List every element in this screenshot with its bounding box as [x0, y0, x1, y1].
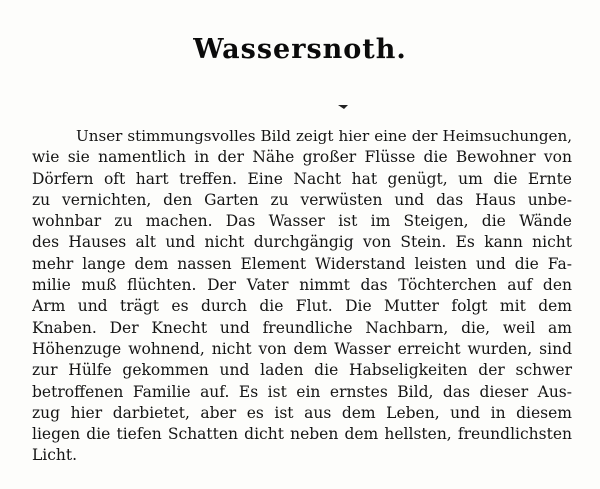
- article-line: des Hauses alt und nicht durchgängig von Stein. Es kann nicht: [32, 233, 572, 252]
- article-line: zu vernichten, den Garten zu verwüsten und das Haus unbe-: [32, 190, 572, 209]
- article-line: Arm und trägt es durch die Flut. Die Mutter folgt mit dem: [32, 297, 572, 316]
- article-title: Wassersnoth.: [193, 34, 407, 65]
- article-line: Unser stimmungsvolles Bild zeigt hier eine der Heimsuchungen,: [76, 127, 572, 145]
- article-line: zur Hülfe gekommen und laden die Habseligkeiten der schwer: [32, 361, 572, 380]
- article-line: Höhenzuge wohnend, nicht von dem Wasser erreicht wurden, sind: [32, 339, 572, 358]
- article-line: Knaben. Der Knecht und freundliche Nachbarn, die, weil am: [32, 318, 572, 337]
- article-line: milie muß flüchten. Der Vater nimmt das Töchterchen auf den: [32, 276, 572, 295]
- article-line: liegen die tiefen Schatten dicht neben dem hellsten, freundlichsten: [32, 425, 572, 444]
- article-line: Licht.: [32, 446, 78, 465]
- article-line: wie sie namentlich in der Nähe großer Flüsse die Bewohner von: [32, 148, 572, 167]
- article-line: wohnbar zu machen. Das Wasser ist im Steigen, die Wände: [32, 212, 572, 231]
- article-body: [32, 126, 572, 467]
- article-line: mehr lange dem nassen Element Widerstand leisten und die Fa-: [32, 254, 572, 273]
- article-line: betroffenen Familie auf. Es ist ein ernstes Bild, das dieser Aus-: [32, 382, 572, 401]
- article-line: zug hier darbietet, aber es ist aus dem Leben, und in diesem: [32, 403, 572, 422]
- article-line: Dörfern oft hart treffen. Eine Nacht hat genügt, um die Ernte: [32, 169, 572, 188]
- ornament-icon: [338, 104, 348, 110]
